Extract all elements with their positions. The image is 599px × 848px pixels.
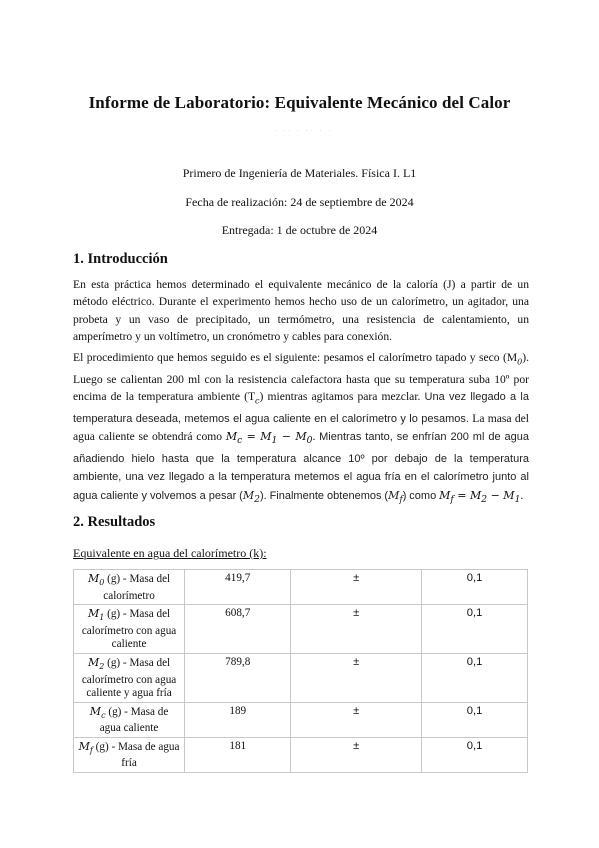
section-heading-introduccion: 1. Introducción [73, 251, 168, 267]
intro-paragraph-2: El procedimiento que hemos seguido es el siguiente: pesamos el calorímetro tapado y seco $(M_0)$. Luego se calientan 200 ml con la resistencia calefactora hasta que su temperatura suba 10º por encima de la temperatura ambiente $(T_c)$ mientras agitamos para mezclar. Una vez llegado a la temperatura deseada, metemos el agua caliente en el calorímetro y lo pesamos. La masa del agua caliente se obtendrá como $M_c = M_1 - M_0$. Mientras tanto, se enfrían 200 ml de agua añadiendo hielo hasta que la temperatura alcance 10º por debajo de la temperatura ambiente, una vez llegado a la temperatura metemos el agua fría en el calorímetro junto al agua caliente y volvemos a pesar $(M_2)$. Finalmente obtenemos $(M_f)$ como $M_f = M_2 - M_1$. [73, 351, 529, 505]
para2-part-a: El procedimiento que hemos seguido es el siguiente: pesamos el calorímetro tapado y seco (M [73, 351, 518, 364]
intro-paragraph-1: En esta práctica hemos determinado el equivalente mecánico de la caloría (J) a partir de un método eléctrico. Durante el experimento hemos hecho uso de un calorímetro, un agitador, una probeta y un vaso de precipitado, un termómetro, una resistencia de calentamiento, un amperímetro y un voltímetro, un cronómetro y cables para conexión. [73, 278, 529, 344]
row-value: 181 [185, 737, 291, 772]
row-label: $M_c$ (g) - Masa de agua caliente [74, 702, 185, 737]
date-done-line: Fecha de realización: 24 de septiembre de 2024 [185, 195, 414, 209]
row-label: $M_0$ (g) - Masa del calorímetro [74, 570, 185, 605]
date-delivered-line: Entregada: 1 de octubre de 2024 [221, 223, 378, 237]
row-label: $M_2$ (g) - Masa del calorímetro con agua caliente y agua fría [74, 653, 185, 702]
para2-part-g: Finalmente obtenemos [269, 489, 382, 502]
row-value: 419,7 [185, 570, 291, 605]
row-label: $M_1$ (g) - Masa del calorímetro con agua caliente [74, 605, 185, 654]
row-label: $M_f$ (g) - Masa de agua fría [74, 737, 185, 772]
course-line: Primero de Ingeniería de Materiales. Física I. L1 [182, 166, 417, 180]
results-table [73, 569, 528, 773]
table-row [74, 737, 528, 772]
formula-mf: $M_f = M_2 - M_1$ [439, 488, 521, 505]
table-row [74, 653, 528, 702]
para2-part-h: como [409, 489, 437, 502]
para2-part-f: Mientras tanto, se enfrían 200 ml de agua añadiendo hielo hasta que la temperatura alcance 10º por debajo de la temperatura ambiente, una vez llegado a la temperatura metemos el agua fría en el calorímetro junto al agua caliente y volvemos a pesar [73, 431, 529, 502]
row-uncertainty: 0,1 [422, 570, 528, 605]
table-row [74, 702, 528, 737]
para2-part-e: La masa del agua caliente se obtendrá como [73, 411, 529, 444]
row-value: 789,8 [185, 653, 291, 702]
row-uncertainty: 0,1 [422, 605, 528, 654]
report-title: Informe de Laboratorio: Equivalente Mecánico del Calor [88, 93, 511, 112]
row-uncertainty: 0,1 [422, 653, 528, 702]
formula-mc: $M_c = M_1 - M_0$ [225, 430, 313, 447]
para2-part-c: ) mientras agitamos para mezclar. [259, 390, 421, 404]
table-row [74, 605, 528, 654]
row-plus-minus: ± [291, 570, 422, 605]
row-plus-minus: ± [291, 702, 422, 737]
row-value: 608,7 [185, 605, 291, 654]
author-line: · · ·· · ·· · · [265, 129, 334, 134]
table-row [74, 570, 528, 605]
row-uncertainty: 0,1 [422, 737, 528, 772]
row-uncertainty: 0,1 [422, 702, 528, 737]
section-heading-resultados: 2. Resultados [73, 514, 156, 530]
row-value: 189 [185, 702, 291, 737]
row-plus-minus: ± [291, 737, 422, 772]
para2-part-d: Una vez llegado a la temperatura deseada, metemos el agua caliente en el calorímetro y lo pesamos. [73, 391, 529, 425]
row-plus-minus: ± [291, 653, 422, 702]
para2-part-b: ). Luego se calientan 200 ml con la resistencia calefactora hasta que su temperatura suba 10º por encima de la temperatura ambiente (T [73, 351, 529, 404]
table-caption: Equivalente en agua del calorímetro (k): [73, 546, 267, 560]
row-plus-minus: ± [291, 605, 422, 654]
